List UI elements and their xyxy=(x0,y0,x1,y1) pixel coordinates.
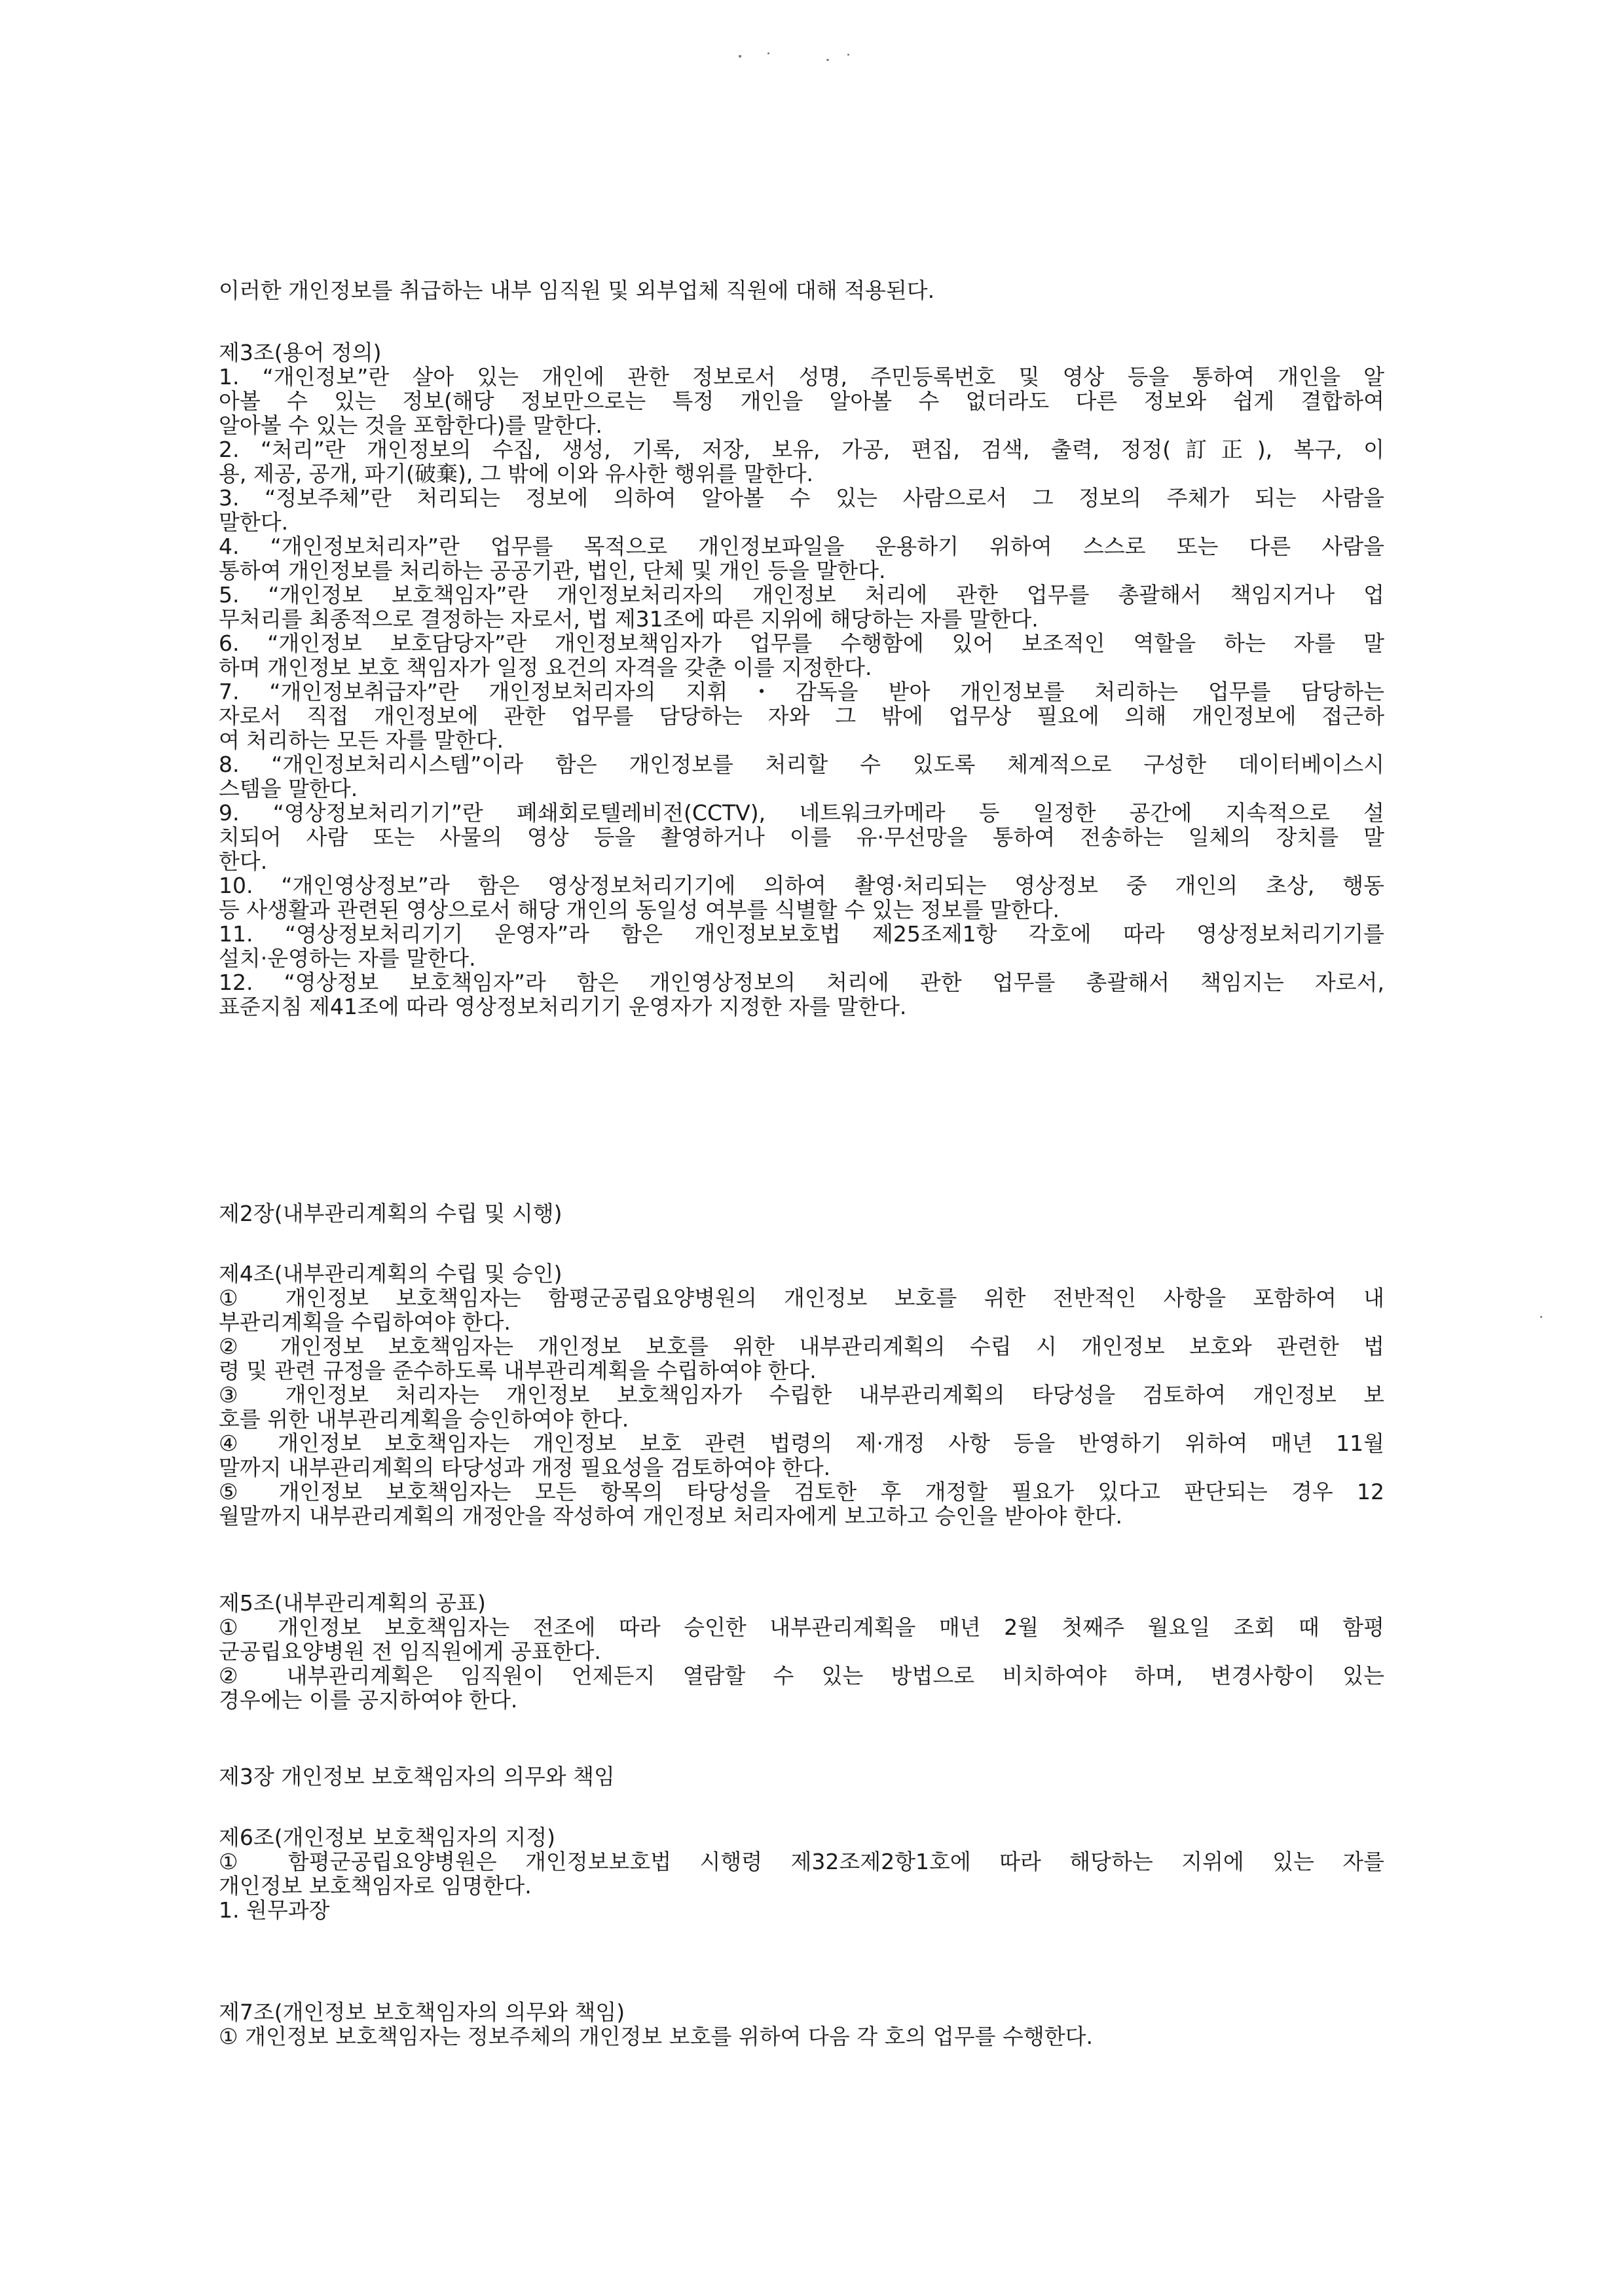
definition-item xyxy=(219,486,1384,534)
text-line: 설치·운영하는 자를 말한다. xyxy=(219,945,476,971)
text-line: ① 함평군공립요양병원은 개인정보보호법 시행령 제32조제2항1호에 따라 해당하는 지위에 있는 자를 xyxy=(219,1849,1384,1874)
text-line: 8. “개인정보처리시스템”이라 함은 개인정보를 처리할 수 있도록 체계적으로 구성한 데이터베이스시 xyxy=(219,752,1384,777)
intro-paragraph xyxy=(219,278,1384,302)
text-line: 등 사생활과 관련된 영상으로서 해당 개인의 동일성 여부를 식별할 수 있는 정보를 말한다. xyxy=(219,897,1060,922)
article-3 xyxy=(219,340,1384,1019)
article-title: 제7조(개인정보 보호책임자의 의무와 책임) xyxy=(219,1999,625,2025)
article-title: 제4조(내부관리계획의 수립 및 승인) xyxy=(219,1261,563,1286)
scan-speck xyxy=(767,52,769,54)
text-line: 치되어 사람 또는 사물의 영상 등을 촬영하거나 이를 유·무선망을 통하여 전송하는 일체의 장치를 말 xyxy=(219,824,1384,850)
text-line: 11. “영상정보처리기기 운영자”라 함은 개인정보보호법 제25조제1항 각호에 따라 영상정보처리기기를 xyxy=(219,921,1384,947)
text-line: 무처리를 최종적으로 결정하는 자로서, 법 제31조에 따른 지위에 해당하는 자를 말한다. xyxy=(219,606,1039,632)
text-line: 월말까지 내부관리계획의 개정안을 작성하여 개인정보 처리자에게 보고하고 승인을 받아야 한다. xyxy=(219,1503,1123,1529)
text-line: 1. 원무과장 xyxy=(219,1897,330,1923)
text-line: 스템을 말한다. xyxy=(219,776,358,801)
clause-item xyxy=(219,1615,1384,1664)
clause-item xyxy=(219,1480,1384,1528)
text-line: ⑤ 개인정보 보호책임자는 모든 항목의 타당성을 검토한 후 개정할 필요가 있다고 판단되는 경우 12 xyxy=(219,1479,1384,1504)
text-line: 표준지침 제41조에 따라 영상정보처리기기 운영자가 지정한 자를 말한다. xyxy=(219,994,907,1019)
definition-item xyxy=(219,437,1384,486)
chapter-title: 제2장(내부관리계획의 수립 및 시행) xyxy=(219,1201,563,1226)
clause-item xyxy=(219,1286,1384,1334)
text-line: 용, 제공, 공개, 파기(破棄), 그 밖에 이와 유사한 행위를 말한다. xyxy=(219,461,814,486)
clause-item xyxy=(219,1334,1384,1383)
text-line: 9. “영상정보처리기기”란 폐쇄회로텔레비전(CCTV), 네트워크카메라 등 일정한 공간에 지속적으로 설 xyxy=(219,800,1384,826)
definition-item xyxy=(219,752,1384,801)
text-line: ② 개인정보 보호책임자는 개인정보 보호를 위한 내부관리계획의 수립 시 개인정보 보호와 관련한 법 xyxy=(219,1334,1384,1359)
text-line: 호를 위한 내부관리계획을 승인하여야 한다. xyxy=(219,1406,629,1432)
text-line: ① 개인정보 보호책임자는 정보주체의 개인정보 보호를 위하여 다음 각 호의 업무를 수행한다. xyxy=(219,2024,1093,2049)
text-line: 부관리계획을 수립하여야 한다. xyxy=(219,1309,511,1335)
text-line: ④ 개인정보 보호책임자는 개인정보 보호 관련 법령의 제·개정 사항 등을 반영하기 위하여 매년 11월 xyxy=(219,1430,1384,1456)
text-line: 4. “개인정보처리자”란 업무를 목적으로 개인정보파일을 운용하기 위하여 스스로 또는 다른 사람을 xyxy=(219,534,1384,559)
article-4 xyxy=(219,1262,1384,1528)
article-6 xyxy=(219,1825,1384,1922)
definition-item xyxy=(219,873,1384,922)
definition-item xyxy=(219,680,1384,752)
text-line: 한다. xyxy=(219,848,268,874)
article-title: 제3조(용어 정의) xyxy=(219,340,382,365)
text-line: 1. “개인정보”란 살아 있는 개인에 관한 정보로서 성명, 주민등록번호 및 영상 등을 통하여 개인을 알 xyxy=(219,364,1384,390)
article-title: 제6조(개인정보 보호책임자의 지정) xyxy=(219,1825,556,1850)
definition-item xyxy=(219,922,1384,970)
definition-item xyxy=(219,631,1384,680)
text-line: 이러한 개인정보를 취급하는 내부 임직원 및 외부업체 직원에 대해 적용된다. xyxy=(219,278,935,303)
definition-item xyxy=(219,534,1384,583)
article-title: 제5조(내부관리계획의 공표) xyxy=(219,1590,486,1616)
text-line: 자로서 직접 개인정보에 관한 업무를 담당하는 자와 그 밖에 업무상 필요에 의해 개인정보에 접근하 xyxy=(219,703,1384,729)
text-line: 군공립요양병원 전 임직원에게 공표한다. xyxy=(219,1639,601,1664)
scan-speck xyxy=(1540,1316,1542,1318)
text-line: 하며 개인정보 보호 책임자가 일정 요건의 자격을 갖춘 이를 지정한다. xyxy=(219,655,872,680)
chapter-title: 제3장 개인정보 보호책임자의 의무와 책임 xyxy=(219,1764,615,1789)
clause-item xyxy=(219,2024,1384,2049)
clause-item xyxy=(219,1664,1384,1712)
text-line: 개인정보 보호책임자로 임명한다. xyxy=(219,1873,532,1899)
definition-item xyxy=(219,801,1384,873)
text-line: ② 내부관리계획은 임직원이 언제든지 열람할 수 있는 방법으로 비치하여야 하며, 변경사항이 있는 xyxy=(219,1663,1384,1688)
text-line: 5. “개인정보 보호책임자”란 개인정보처리자의 개인정보 처리에 관한 업무를 총괄해서 책임지거나 업 xyxy=(219,582,1384,608)
article-7 xyxy=(219,2000,1384,2049)
scan-speck xyxy=(826,59,829,61)
clause-item xyxy=(219,1850,1384,1898)
text-line: ③ 개인정보 처리자는 개인정보 보호책임자가 수립한 내부관리계획의 타당성을 검토하여 개인정보 보 xyxy=(219,1382,1384,1408)
text-line: ① 개인정보 보호책임자는 전조에 따라 승인한 내부관리계획을 매년 2월 첫째주 월요일 조회 때 함평 xyxy=(219,1614,1384,1640)
text-line: 10. “개인영상정보”라 함은 영상정보처리기기에 의하여 촬영·처리되는 영상정보 중 개인의 초상, 행동 xyxy=(219,873,1384,898)
text-line: ① 개인정보 보호책임자는 함평군공립요양병원의 개인정보 보호를 위한 전반적인 사항을 포함하여 내 xyxy=(219,1285,1384,1311)
text-line: 6. “개인정보 보호담당자”란 개인정보책임자가 업무를 수행함에 있어 보조적인 역할을 하는 자를 말 xyxy=(219,630,1384,656)
text-line: 7. “개인정보취급자”란 개인정보처리자의 지휘・감독을 받아 개인정보를 처리하는 업무를 담당하는 xyxy=(219,679,1384,704)
text-line: 통하여 개인정보를 처리하는 공공기관, 법인, 단체 및 개인 등을 말한다. xyxy=(219,558,886,583)
article-5 xyxy=(219,1591,1384,1712)
text-line: 여 처리하는 모든 자를 말한다. xyxy=(219,727,504,753)
definition-item xyxy=(219,365,1384,437)
text-line: 알아볼 수 있는 것을 포함한다)를 말한다. xyxy=(219,412,602,438)
definition-item xyxy=(219,583,1384,631)
definition-item xyxy=(219,970,1384,1019)
text-line: 12. “영상정보 보호책임자”라 함은 개인영상정보의 처리에 관한 업무를 총괄해서 책임지는 자로서, xyxy=(219,970,1384,995)
text-line: 경우에는 이를 공지하여야 한다. xyxy=(219,1687,518,1713)
chapter-2-heading xyxy=(219,1201,1384,1226)
text-line: 령 및 관련 규정을 준수하도록 내부관리계획을 수립하여야 한다. xyxy=(219,1358,817,1383)
text-line: 3. “정보주체”란 처리되는 정보에 의하여 알아볼 수 있는 사람으로서 그 정보의 주체가 되는 사람을 xyxy=(219,485,1384,511)
text-line: 말한다. xyxy=(219,509,289,535)
chapter-3-heading xyxy=(219,1764,1384,1789)
text-line: 아볼 수 있는 정보(해당 정보만으로는 특정 개인을 알아볼 수 없더라도 다른 정보와 쉽게 결합하여 xyxy=(219,388,1384,414)
clause-item xyxy=(219,1383,1384,1431)
text-line: 말까지 내부관리계획의 타당성과 개정 필요성을 검토하여야 한다. xyxy=(219,1455,831,1480)
scan-speck xyxy=(739,55,741,58)
text-line: 2. “처리”란 개인정보의 수집, 생성, 기록, 저장, 보유, 가공, 편집, 검색, 출력, 정정(訂正), 복구, 이 xyxy=(219,437,1384,462)
clause-item xyxy=(219,1431,1384,1480)
scan-speck xyxy=(847,54,849,56)
list-item xyxy=(219,1898,1384,1922)
